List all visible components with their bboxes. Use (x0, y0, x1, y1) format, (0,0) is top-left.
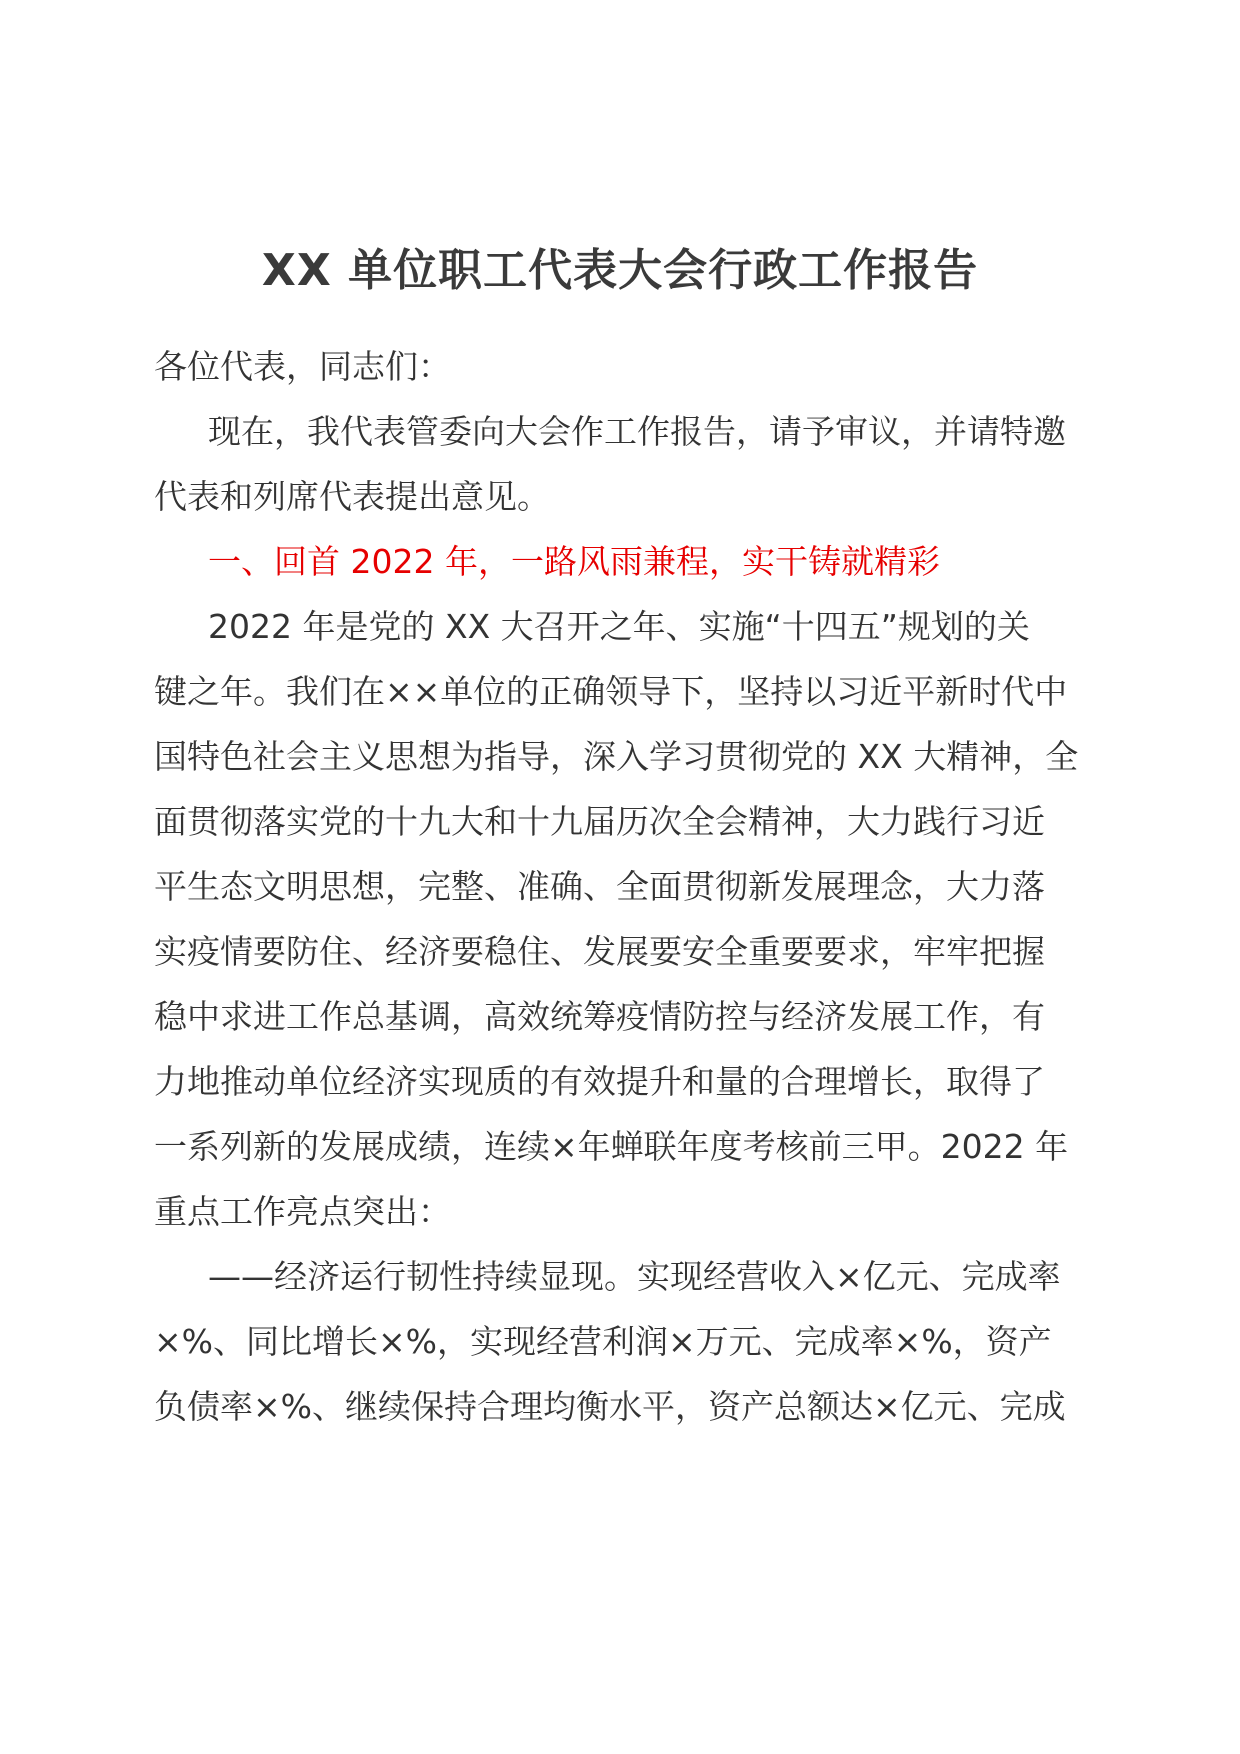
review-line: 国特色社会主义思想为指导，深入学习贯彻党的 XX 大精神，全 (154, 737, 1079, 776)
review-paragraph (154, 594, 1089, 1244)
salutation-line: 各位代表，同志们： (154, 347, 451, 386)
review-line: 一系列新的发展成绩，连续×年蝉联年度考核前三甲。2022 年 (154, 1127, 1069, 1166)
document-title: XX 单位职工代表大会行政工作报告 (261, 245, 979, 296)
economy-line: 负债率×%、继续保持合理均衡水平，资产总额达×亿元、完成 (154, 1387, 1066, 1426)
review-line: 键之年。我们在××单位的正确领导下，坚持以习近平新时代中 (154, 672, 1068, 711)
review-line: 重点工作亮点突出： (154, 1192, 451, 1231)
review-line: 实疫情要防住、经济要稳住、发展要安全重要要求，牢牢把握 (154, 932, 1045, 971)
document-body (154, 334, 1089, 1439)
section-heading-text: 一、回首 2022 年，一路风雨兼程，实干铸就精彩 (208, 542, 940, 581)
review-line: 稳中求进工作总基调，高效统筹疫情防控与经济发展工作，有 (154, 997, 1045, 1036)
intro-line: 代表和列席代表提出意见。 (154, 477, 550, 516)
intro-paragraph (154, 399, 1089, 529)
economy-line: ——经济运行韧性持续显现。实现经营收入×亿元、完成率 (208, 1257, 1061, 1296)
section-heading (154, 529, 1089, 594)
intro-line: 现在，我代表管委向大会作工作报告，请予审议，并请特邀 (208, 412, 1066, 451)
review-line: 面贯彻落实党的十九大和十九届历次全会精神，大力践行习近 (154, 802, 1045, 841)
economy-paragraph (154, 1244, 1089, 1439)
review-line: 平生态文明思想，完整、准确、全面贯彻新发展理念，大力落 (154, 867, 1045, 906)
review-line: 力地推动单位经济实现质的有效提升和量的合理增长，取得了 (154, 1062, 1045, 1101)
salutation-paragraph (154, 334, 1089, 399)
review-line: 2022 年是党的 XX 大召开之年、实施“十四五”规划的关 (208, 607, 1030, 646)
economy-line: ×%、同比增长×%，实现经营利润×万元、完成率×%，资产 (154, 1322, 1052, 1361)
